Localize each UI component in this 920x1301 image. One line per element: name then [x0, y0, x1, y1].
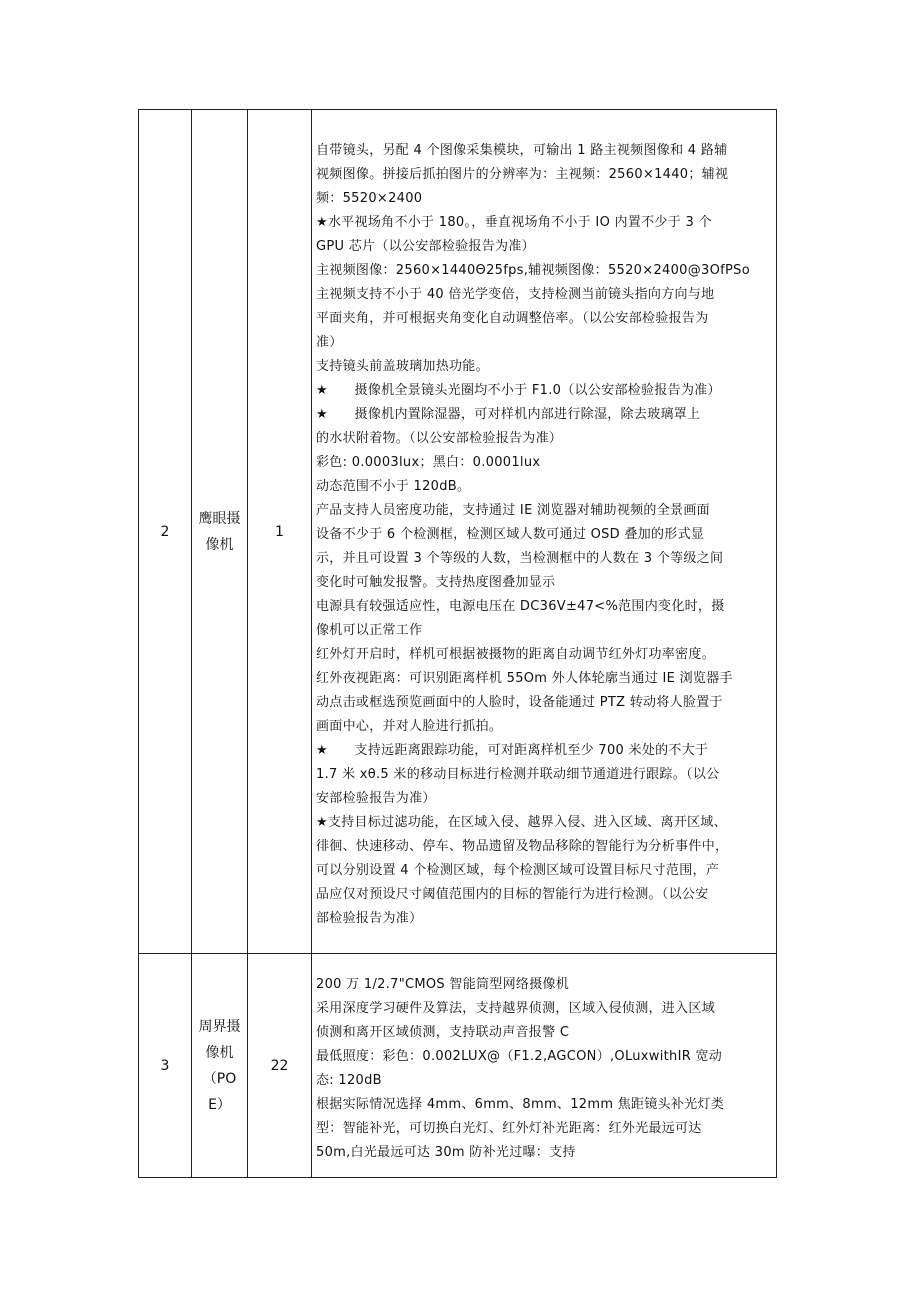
spec-line: 可以分别设置 4 个检测区域，每个检测区域可设置目标尺寸范围，产 — [316, 863, 720, 878]
spec-line: 品应仅对预设尺寸阈值范围内的目标的智能行为进行检测。（以公安 — [316, 887, 709, 902]
item-spec-text — [312, 966, 776, 1165]
item-name-cell — [192, 110, 248, 954]
spec-line: ★支持目标过滤功能，在区域入侵、越界入侵、进入区域、离开区域、 — [316, 815, 727, 830]
spec-line: 型：智能补光，可切换白光灯、红外灯补光距离：红外光最远可达 — [316, 1121, 702, 1136]
spec-line: 采用深度学习硬件及算法，支持越界侦测，区域入侵侦测，进入区域 — [316, 1001, 716, 1016]
spec-line: 自带镜头，另配 4 个图像采集模块，可输出 1 路主视频图像和 4 路辅 — [316, 143, 728, 158]
spec-line: GPU 芯片（以公安部检验报告为准） — [316, 239, 535, 254]
spec-line: 像机可以正常工作 — [316, 623, 423, 638]
item-spec-cell — [312, 954, 777, 1178]
item-name: 周界摄像机（POE） — [198, 1018, 241, 1113]
spec-line: 200 万 1/2.7"CMOS 智能筒型网络摄像机 — [316, 977, 570, 992]
spec-line: 1.7 米 xθ.5 米的移动目标进行检测并联动细节通道进行跟踪。（以公 — [316, 767, 720, 782]
spec-line: 频：5520×2400 — [316, 191, 423, 206]
spec-line: 设备不少于 6 个检测框，检测区域人数可通过 OSD 叠加的形式显 — [316, 527, 705, 542]
spec-line: 50m,白光最远可达 30m 防补光过曝：支持 — [316, 1145, 576, 1160]
spec-line: 侦测和离开区域侦测，支持联动声音报警 C — [316, 1025, 570, 1040]
spec-line: 准） — [316, 335, 343, 350]
item-number: 2 — [139, 110, 192, 954]
spec-line: ★ 支持远距离跟踪功能，可对距离样机至少 700 米处的不大于 — [316, 743, 709, 758]
item-spec-cell — [312, 110, 777, 954]
spec-line: 视频图像。拼接后抓拍图片的分辨率为：主视频：2560×1440；辅视 — [316, 167, 729, 182]
spec-line: 根据实际情况选择 4mm、6mm、8mm、12mm 焦距镜头补光灯类 — [316, 1097, 725, 1112]
spec-line: 动态范围不小于 120dB。 — [316, 479, 471, 494]
spec-line: 的水状附着物。（以公安部检验报告为准） — [316, 431, 563, 446]
spec-line: ★ 摄像机全景镜头光圈均不小于 F1.0（以公安部检验报告为准） — [316, 383, 721, 398]
spec-line: 平面夹角，并可根据夹角变化自动调整倍率。（以公安部检验报告为 — [316, 311, 709, 326]
spec-line: 主视频图像：2560×1440Θ25fps,辅视频图像：5520×2400@3OfPSo — [316, 263, 750, 278]
spec-line: 动点击或框选预览画面中的人脸时，设备能通过 PTZ 转动将人脸置于 — [316, 695, 723, 710]
spec-line: 最低照度：彩色：0.002LUX@（F1.2,AGCON）,OLuxwithIR 宽动 — [316, 1049, 723, 1064]
item-name: 鹰眼摄像机 — [198, 510, 241, 553]
spec-line: 变化时可触发报警。支持热度图叠加显示 — [316, 575, 556, 590]
item-number: 3 — [139, 954, 192, 1178]
item-quantity: 1 — [248, 110, 312, 954]
spec-line: 徘徊、快速移动、停车、物品遗留及物品移除的智能行为分析事件中， — [316, 839, 729, 854]
spec-line: 主视频支持不小于 40 倍光学变倍，支持检测当前镜头指向方向与地 — [316, 287, 715, 302]
item-spec-text — [312, 132, 776, 931]
item-quantity: 22 — [248, 954, 312, 1178]
spec-line: ★水平视场角不小于 180。，垂直视场角不小于 IO 内置不少于 3 个 — [316, 215, 712, 230]
spec-line: 态: 120dB — [316, 1073, 382, 1088]
spec-line: 红外夜视距离：可识别距离样机 55Om 外人体轮廓当通过 IE 浏览器手 — [316, 671, 733, 686]
table-row — [139, 110, 777, 954]
spec-line: 部检验报告为准） — [316, 911, 423, 926]
spec-line: 产品支持人员密度功能，支持通过 IE 浏览器对辅助视频的全景画面 — [316, 503, 710, 518]
table-row — [139, 954, 777, 1178]
spec-line: ★ 摄像机内置除湿器，可对样机内部进行除湿，除去玻璃罩上 — [316, 407, 701, 422]
item-name-cell — [192, 954, 248, 1178]
spec-line: 示，并且可设置 3 个等级的人数，当检测框中的人数在 3 个等级之间 — [316, 551, 724, 566]
spec-line: 红外灯开启时，样机可根据被摄物的距离自动调节红外灯功率密度。 — [316, 647, 716, 662]
spec-line: 电源具有较强适应性，电源电压在 DC36V±47<%范围内变化时，摄 — [316, 599, 725, 614]
equipment-spec-table — [138, 109, 777, 1178]
spec-line: 彩色: 0.0003lux；黑白：0.0001lux — [316, 455, 541, 470]
spec-line: 支持镜头前盖玻璃加热功能。 — [316, 359, 489, 374]
spec-line: 安部检验报告为准） — [316, 791, 436, 806]
spec-line: 画面中心，并对人脸进行抓拍。 — [316, 719, 503, 734]
